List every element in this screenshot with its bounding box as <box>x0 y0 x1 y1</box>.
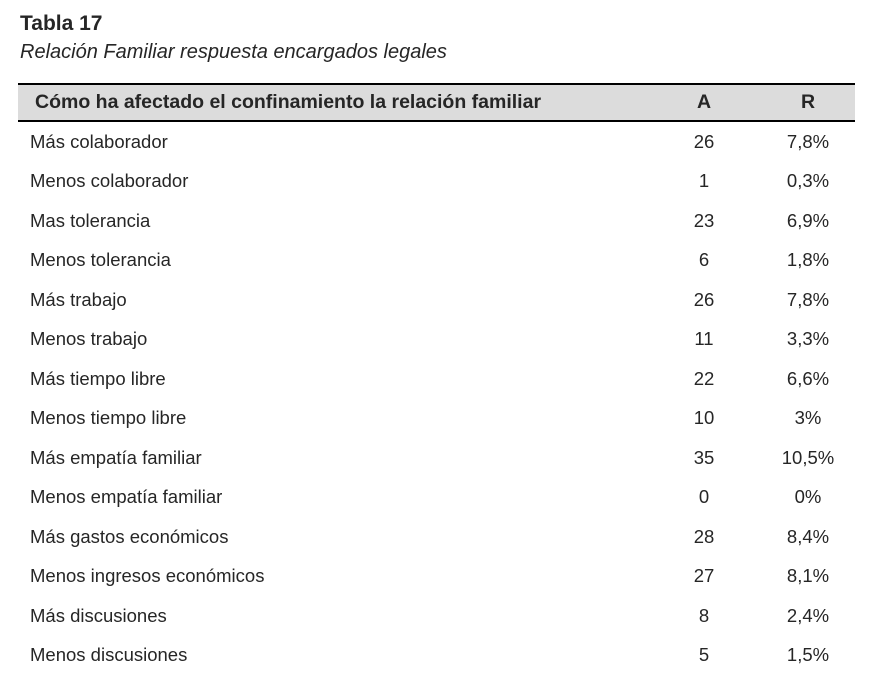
table-row <box>18 478 855 518</box>
row-label: Más trabajo <box>30 288 127 310</box>
row-absolute-value: 28 <box>693 525 715 547</box>
row-label: Menos trabajo <box>30 328 148 350</box>
table-number: Tabla 17 <box>20 12 103 35</box>
row-relative-value: 0% <box>794 486 822 508</box>
row-label: Menos empatía familiar <box>30 486 223 508</box>
row-relative-value: 1,8% <box>786 249 830 271</box>
header-col-relative: R <box>800 91 816 113</box>
row-label: Más gastos económicos <box>30 525 229 547</box>
row-label: Más colaborador <box>30 130 168 152</box>
row-relative-value: 10,5% <box>781 446 835 468</box>
row-absolute-value: 35 <box>693 446 715 468</box>
header-col-absolute: A <box>696 91 712 113</box>
row-absolute-value: 5 <box>698 644 710 666</box>
row-relative-value: 8,4% <box>786 525 830 547</box>
table-title: Relación Familiar respuesta encargados legales <box>20 41 447 63</box>
row-label: Más empatía familiar <box>30 446 202 468</box>
row-relative-value: 0,3% <box>786 170 830 192</box>
row-label: Más discusiones <box>30 604 167 626</box>
row-absolute-value: 6 <box>698 249 710 271</box>
header-question: Cómo ha afectado el confinamiento la relación familiar <box>35 91 542 113</box>
row-absolute-value: 22 <box>693 367 715 389</box>
row-absolute-value: 0 <box>698 486 710 508</box>
row-absolute-value: 1 <box>698 170 710 192</box>
row-absolute-value: 11 <box>694 328 714 350</box>
table-row <box>18 596 855 636</box>
row-relative-value: 6,9% <box>786 209 830 231</box>
table-row <box>18 201 855 241</box>
row-relative-value: 3,3% <box>786 328 830 350</box>
table-row <box>18 517 855 557</box>
row-relative-value: 8,1% <box>786 565 830 587</box>
row-relative-value: 6,6% <box>786 367 830 389</box>
table-row <box>18 636 855 676</box>
table-row <box>18 122 855 162</box>
table-caption-block <box>20 10 856 67</box>
row-absolute-value: 26 <box>693 130 715 152</box>
row-label: Mas tolerancia <box>30 209 151 231</box>
table-row <box>18 359 855 399</box>
table-row <box>18 280 855 320</box>
table-row <box>18 162 855 202</box>
row-label: Más tiempo libre <box>30 367 166 389</box>
row-label: Menos discusiones <box>30 644 188 666</box>
row-relative-value: 2,4% <box>786 604 830 626</box>
row-absolute-value: 26 <box>693 288 715 310</box>
table-row <box>18 557 855 597</box>
row-absolute-value: 23 <box>693 209 715 231</box>
row-absolute-value: 10 <box>693 407 715 429</box>
row-relative-value: 7,8% <box>786 130 830 152</box>
table-row <box>18 438 855 478</box>
row-relative-value: 3% <box>794 407 822 429</box>
table-row <box>18 241 855 281</box>
row-label: Menos tolerancia <box>30 249 171 271</box>
row-absolute-value: 27 <box>693 565 715 587</box>
row-relative-value: 1,5% <box>786 644 830 666</box>
table-row <box>18 399 855 439</box>
table-header-row <box>18 83 855 122</box>
row-relative-value: 7,8% <box>786 288 830 310</box>
data-table <box>18 83 855 675</box>
row-label: Menos ingresos económicos <box>30 565 265 587</box>
row-absolute-value: 8 <box>698 604 710 626</box>
row-label: Menos tiempo libre <box>30 407 187 429</box>
row-label: Menos colaborador <box>30 170 189 192</box>
table-row <box>18 320 855 360</box>
